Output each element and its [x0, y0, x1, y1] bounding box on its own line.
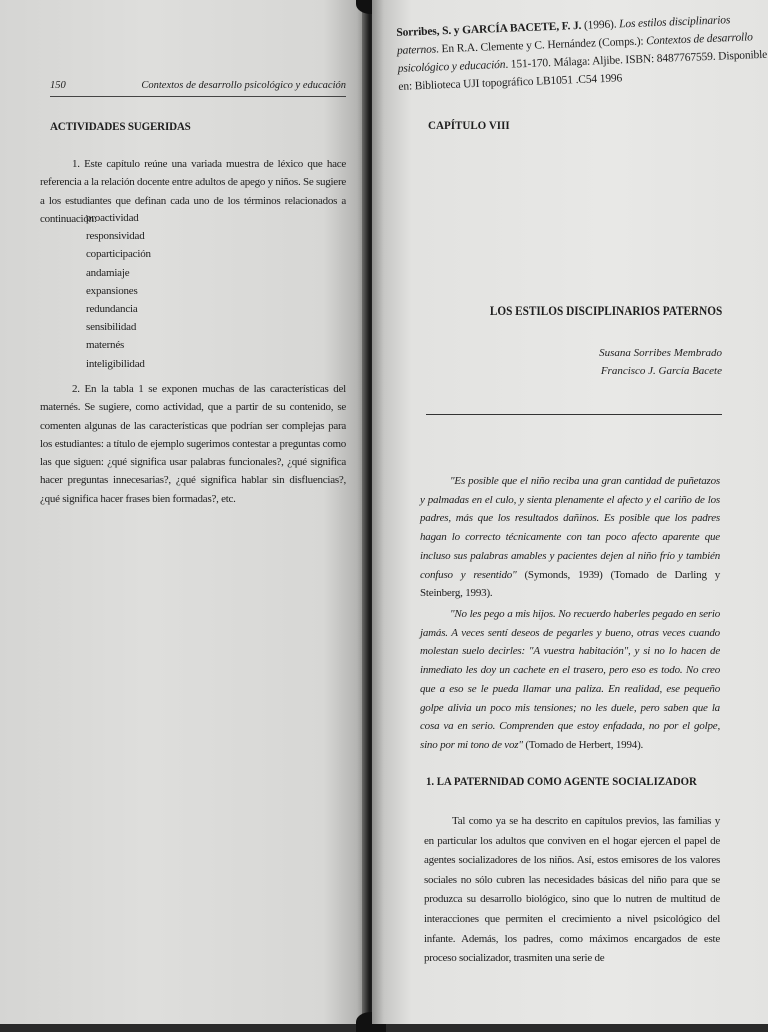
- term-item: responsividad: [86, 230, 145, 243]
- citation-year: (1996).: [581, 18, 620, 32]
- chapter-title: LOS ESTILOS DISCIPLINARIOS PATERNOS: [489, 304, 722, 318]
- section-heading: 1. LA PATERNIDAD COMO AGENTE SOCIALIZADOR: [426, 774, 697, 788]
- paragraph-text: 2. En la tabla 1 se exponen muchas de las características del maternés. Se sugiere, como actividad, que a partir de su contenido, se comenten algunas de las características que podrían ser complejas para los estudiantes: a título de ejemplo sugerimos contestar a preguntas como las que siguen: ¿qué significa usar palabras funcionales?, ¿qué significa hacer preguntas innecesarias?, ¿qué significa hablar sin disfluencias?, ¿qué significa hacer frases bien formadas?, etc.: [40, 383, 346, 505]
- quote-source: (Symonds, 1939) (Tomado de Darling y Steinberg, 1993).: [420, 568, 720, 600]
- author-name: Francisco J. García Bacete: [600, 365, 722, 377]
- term-item: expansiones: [86, 284, 138, 297]
- activity-paragraph-2: [40, 380, 346, 508]
- page-number: 150: [50, 80, 66, 91]
- term-item: maternés: [86, 339, 125, 352]
- citation-authors: Sorribes, S. y GARCÍA BACETE, F. J.: [396, 19, 582, 39]
- chapter-label: CAPÍTULO VIII: [428, 118, 510, 132]
- chapter-authors: [599, 344, 722, 380]
- quote-source: (Tomado de Herbert, 1994).: [522, 738, 644, 751]
- citation-end: . 151-170. Málaga: Aljibe. ISBN: 8487767559. Disponible en: Biblioteca UJI topográfico LB1051 .C54 1996: [398, 48, 768, 93]
- term-item: coparticipación: [86, 248, 151, 261]
- quote-text: "No les pego a mis hijos. No recuerdo haberles pegado en serio jamás. A veces sentí deseos de pegarles y bueno, otras veces cuando molestan suelo decirles: "A vuestra habitación", y si no lo hacen de inmediato les doy un cachete en el trasero, pero eso es todo. No creo que a eso se le pueda llamar una paliza. En realidad, ese pequeño golpe alivia un poco mis tensiones; no les duele, pero saben que la cosa va en serio. Comprenden que estoy enfadada, no por el golpe, sino por mi tono de voz": [420, 608, 720, 751]
- section-title: ACTIVIDADES SUGERIDAS: [50, 119, 191, 133]
- paragraph-text: Tal como ya se ha descrito en capítulos previos, las familias y en particular los adultos que conviven en el hogar ejercen el papel de agentes socializadores de los niños. Así, estos emisores de los valores sociales no sólo cubren las necesidades básicas del niño para que se produzca su desarrollo biológico, sino que lo nutren de multitud de interacciones que permiten el crecimiento a nivel psicológico del infante. Además, los padres, como máximos encargados de este proceso socializador, trasmiten una serie de: [424, 815, 720, 965]
- epigraph-quote-1: [420, 472, 720, 603]
- term-item: sensibilidad: [86, 321, 137, 334]
- terms-list: [86, 209, 151, 373]
- term-item: redundancia: [86, 303, 138, 316]
- term-item: andamiaje: [86, 266, 130, 279]
- term-item: proactividad: [86, 212, 139, 224]
- citation-mid: . En R.A. Clemente y C. Hernández (Comps.):: [435, 35, 647, 56]
- running-head: [50, 80, 346, 97]
- running-head-title: Contextos de desarrollo psicológico y educación: [141, 80, 346, 91]
- left-page: [0, 0, 368, 1024]
- citation-title: Los estilos disciplinarios paternos: [396, 14, 731, 57]
- citation-note: [396, 10, 768, 96]
- citation-book: Contextos de desarrollo psicológico y educación: [397, 31, 753, 75]
- body-paragraph: [424, 812, 720, 969]
- author-name: Susana Sorribes Membrado: [599, 347, 722, 359]
- quote-text: "Es posible que el niño reciba una gran cantidad de puñetazos y palmadas en el culo, y sienta plenamente el afecto y el cariño de los padres, más que los resultados dañinos. Es posible que los padres hagan lo correcto técnicamente con tan poco afecto aparente que incluso sus palabras amables y pacientes dejen al niño frío y también confuso y resentido": [420, 475, 720, 581]
- horizontal-rule: [426, 414, 722, 415]
- paragraph-text: 1. Este capítulo reúne una variada muestra de léxico que hace referencia a la relación docente entre adultos de apego y niños. Se sugiere a los estudiantes que definan cada uno de los términos relacionados a continuación:: [40, 158, 346, 225]
- term-item: inteligibilidad: [86, 357, 145, 370]
- epigraph-quote-2: [420, 605, 720, 755]
